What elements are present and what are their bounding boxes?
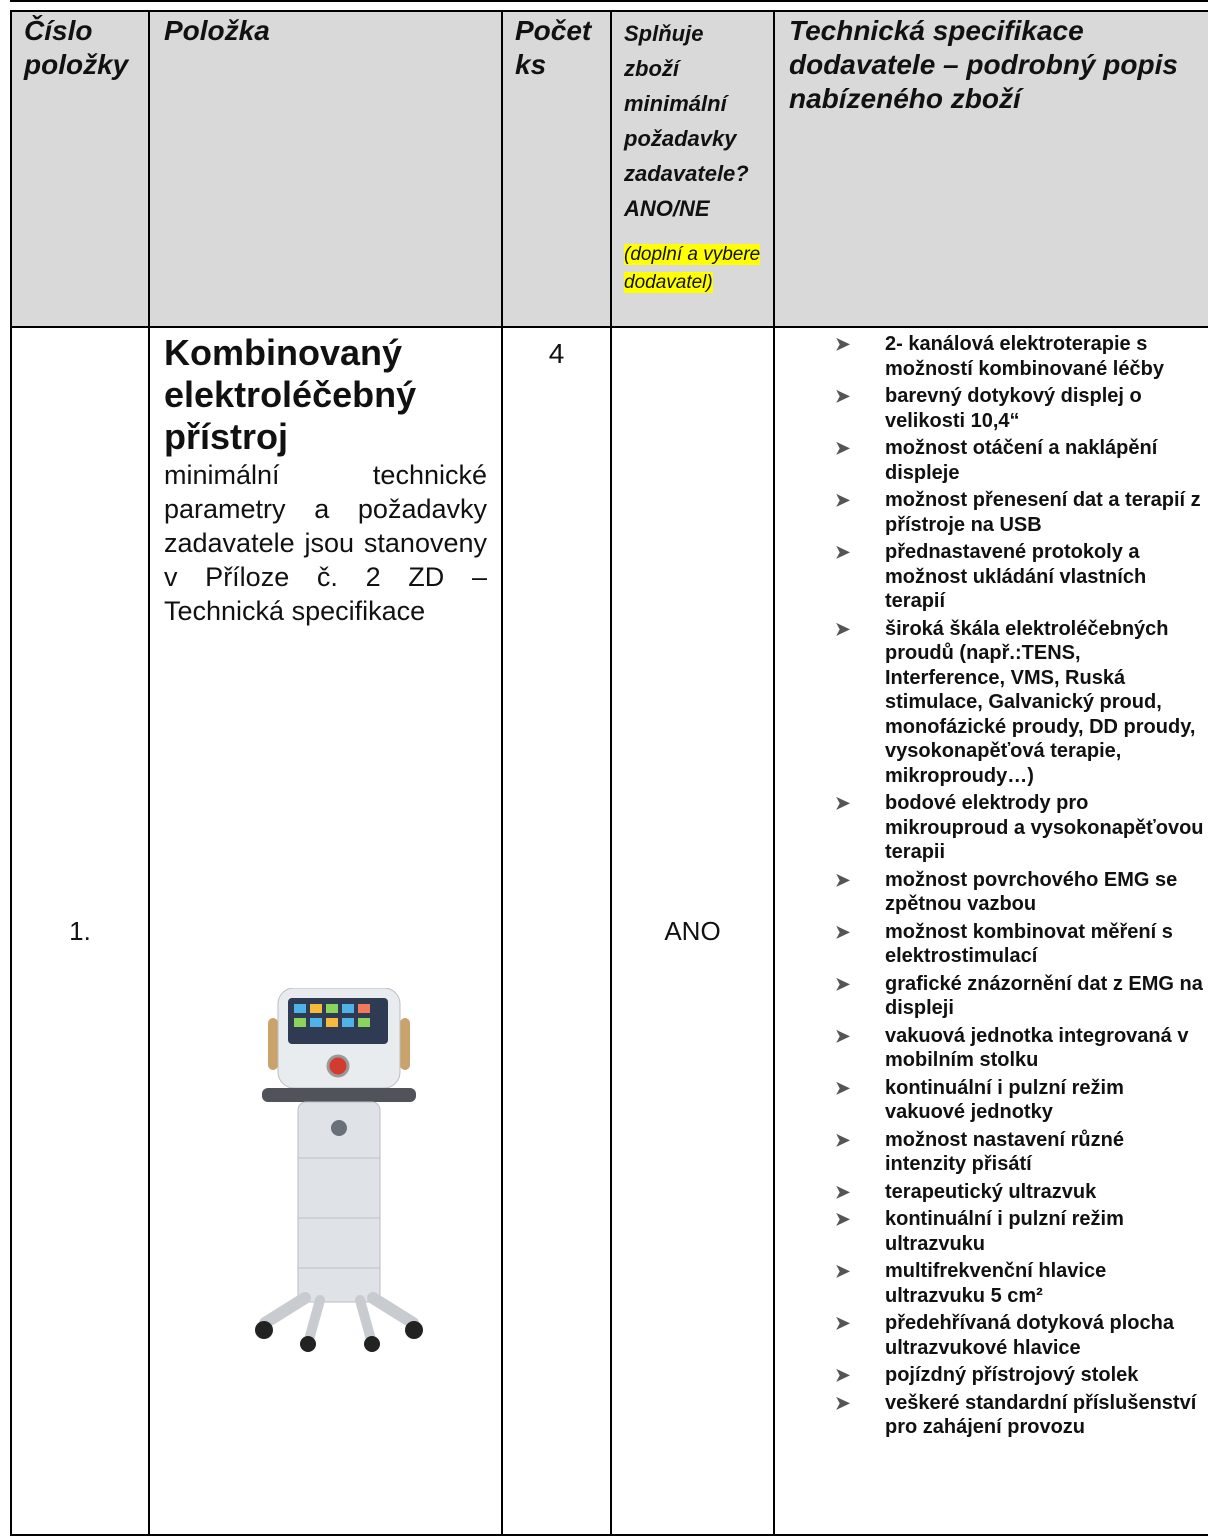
spec-list-item <box>835 1024 1204 1073</box>
arrowhead-icon: ➤ <box>835 973 851 994</box>
spec-item-text: možnost povrchového EMG se zpětnou vazbou <box>885 868 1178 915</box>
spec-list-item <box>835 384 1204 433</box>
arrowhead-icon: ➤ <box>835 386 851 406</box>
header-count: Počet ks <box>502 11 611 327</box>
arrowhead-icon: ➤ <box>835 1313 851 1333</box>
arrowhead-icon: ➤ <box>835 1181 851 1202</box>
spec-list-item <box>835 540 1204 614</box>
spec-item-text: možnost přenesení dat a terapií z přístroje na USB <box>885 489 1201 536</box>
spec-list-item <box>835 436 1204 485</box>
arrowhead-icon: ➤ <box>835 1392 851 1413</box>
item-title: Kombinovaný elektroléčebný přístroj <box>164 332 417 457</box>
supplier-spec-cell <box>774 327 1208 1535</box>
header-meets-label: Splňuje zboží minimální požadavky zadavatele? ANO/NE <box>624 21 749 221</box>
item-description: minimální technické parametry a požadavky zadavatele jsou stanoveny v Příloze č. 2 ZD – Technická specifikace <box>164 460 487 626</box>
arrowhead-icon: ➤ <box>835 1129 851 1150</box>
spec-item-text: vakuová jednotka integrovaná v mobilním stolku <box>885 1024 1189 1071</box>
arrowhead-icon: ➤ <box>835 438 851 458</box>
spec-list-item <box>835 1259 1204 1308</box>
header-item: Položka <box>149 11 502 327</box>
spec-item-text: možnost otáčení a naklápění displeje <box>885 437 1158 484</box>
spec-item-text: široká škála elektroléčebných proudů (např.:TENS, Interference, VMS, Ruská stimulace, Galvanický proud, monofázické proudy, DD proudy, vysokonapěťová terapie, mikroproudy…) <box>885 617 1196 787</box>
arrowhead-icon: ➤ <box>835 618 851 639</box>
spec-item-text: předehřívaná dotyková plocha ultrazvukové hlavice <box>885 1312 1174 1359</box>
supplier-fill-note: (doplní a vybere dodavatel) <box>624 244 761 293</box>
spec-list <box>835 332 1204 1440</box>
spec-list-item <box>835 1391 1204 1440</box>
spec-item-text: kontinuální i pulzní režim vakuové jednotky <box>885 1076 1124 1123</box>
spec-item-text: pojízdný přístrojový stolek <box>885 1364 1139 1386</box>
header-supplier-spec: Technická specifikace dodavatele – podrobný popis nabízeného zboží <box>774 11 1208 327</box>
item-number-cell: 1. <box>11 327 149 1535</box>
spec-item-text: přednastavené protokoly a možnost ukládání vlastních terapií <box>885 541 1147 612</box>
spec-item-text: barevný dotykový displej o velikosti 10,4“ <box>885 385 1142 432</box>
header-row <box>11 11 1208 327</box>
spec-item-text: grafické znázornění dat z EMG na displeji <box>885 972 1203 1019</box>
arrowhead-icon: ➤ <box>835 1025 851 1046</box>
arrowhead-icon: ➤ <box>835 921 851 942</box>
spec-item-text: kontinuální i pulzní režim ultrazvuku <box>885 1208 1124 1255</box>
item-cell <box>149 327 502 1535</box>
spec-item-text: terapeutický ultrazvuk <box>885 1180 1097 1203</box>
spec-list-item <box>835 868 1204 917</box>
spec-list-item <box>835 1363 1204 1388</box>
spec-list-item <box>835 1128 1204 1177</box>
arrowhead-icon: ➤ <box>835 793 851 813</box>
spec-item-text: možnost kombinovat měření s elektrostimulací <box>885 920 1173 967</box>
spec-item-text: multifrekvenční hlavice ultrazvuku 5 cm² <box>885 1260 1107 1307</box>
arrowhead-icon: ➤ <box>835 490 851 510</box>
spec-list-item <box>835 920 1204 969</box>
header-item-number: Číslo položky <box>11 11 149 327</box>
arrowhead-icon: ➤ <box>835 1261 851 1281</box>
meets-cell: ANO <box>611 327 774 1535</box>
spec-list-item <box>835 488 1204 537</box>
arrowhead-icon: ➤ <box>835 869 851 890</box>
arrowhead-icon: ➤ <box>835 1365 851 1385</box>
arrowhead-icon: ➤ <box>835 1209 851 1229</box>
arrowhead-icon: ➤ <box>835 334 851 354</box>
arrowhead-icon: ➤ <box>835 542 851 562</box>
spec-list-item <box>835 332 1204 381</box>
spec-item-text: veškeré standardní příslušenství pro zahájení provozu <box>885 1391 1197 1438</box>
spec-item-text: 2- kanálová elektroterapie s možností kombinované léčby <box>885 333 1164 380</box>
spec-item-text: možnost nastavení různé intenzity přisátí <box>885 1128 1124 1175</box>
spec-list-item <box>835 1207 1204 1256</box>
spec-list-item <box>835 972 1204 1021</box>
spec-list-item <box>835 1076 1204 1125</box>
device-photo <box>250 988 430 1358</box>
spec-list-item <box>835 1180 1204 1205</box>
specification-table <box>10 10 1208 1536</box>
table-row <box>11 327 1208 1535</box>
spec-list-item <box>835 1311 1204 1360</box>
spec-list-item <box>835 617 1204 789</box>
count-cell: 4 <box>502 327 611 1535</box>
spec-list-item <box>835 791 1204 865</box>
spec-item-text: bodové elektrody pro mikrouproud a vysokonapěťovou terapii <box>885 792 1204 863</box>
header-meets-requirements <box>611 11 774 327</box>
arrowhead-icon: ➤ <box>835 1077 851 1098</box>
